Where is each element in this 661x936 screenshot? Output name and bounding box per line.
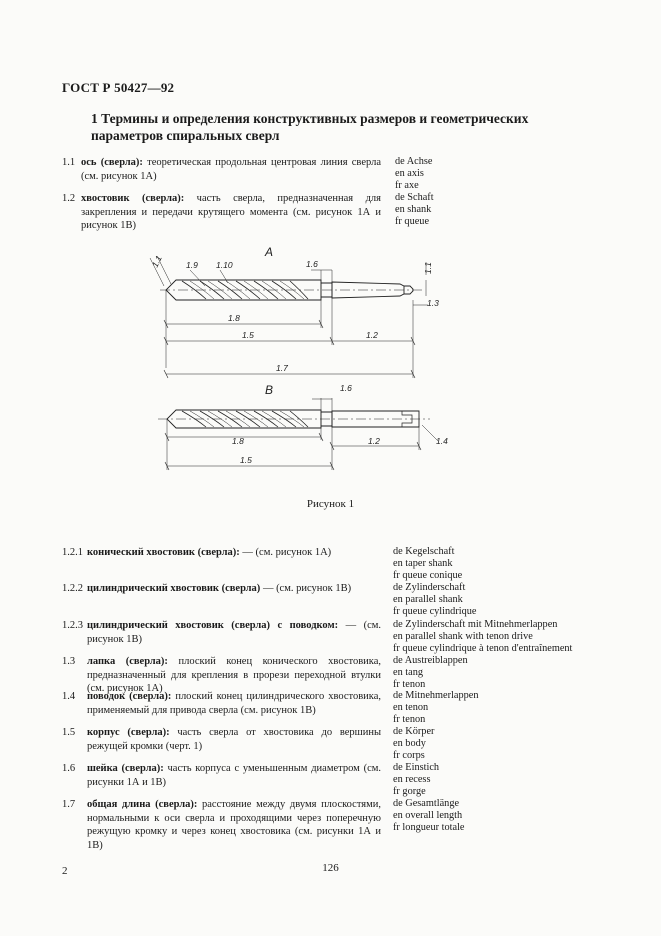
translation-en: en axis (395, 168, 424, 180)
term-name: конический хвостовик (сверла): (87, 547, 240, 558)
term-entry (87, 690, 381, 717)
term-name: шейка (сверла): (87, 763, 164, 774)
view-b-label: B (265, 383, 274, 397)
term-entry (87, 619, 381, 646)
translation-en: en shank (395, 204, 432, 216)
term-name: цилиндрический хвостовик (сверла) (87, 583, 261, 594)
standard-header: ГОСТ Р 50427—92 (62, 80, 175, 95)
term-number: 1.3 (62, 656, 76, 667)
label-1-5: 1.5 (242, 330, 254, 340)
translation-fr: fr queue (395, 216, 430, 228)
term-number: 1.6 (62, 763, 76, 774)
term-definition: часть корпуса с уменьшенным диаметром (см. рисунки 1А и 1В) (87, 763, 382, 788)
figure-caption: Рисунок 1 (306, 498, 355, 510)
term-definition: плоский конец цилиндрического хвостовика, применяемый для привода сверла (см. рисунок 1В) (87, 691, 382, 716)
term-definition: — (см. рисунок 1А) (242, 547, 332, 558)
label-1-4: 1.4 (436, 436, 448, 446)
translation-fr: fr axe (395, 180, 419, 192)
term-name: хвостовик (сверла): (81, 193, 185, 204)
term-definition: теоретическая продольная центровая линия сверла (см. рисунок 1А) (81, 157, 382, 182)
label-1-6: 1.6 (306, 259, 318, 269)
label-1-1: 1.1 (149, 253, 164, 269)
translation-de: de Achse (395, 156, 433, 167)
term-number: 1.5 (62, 727, 76, 738)
term-entry (87, 546, 381, 560)
term-translations: de Kegelschaft en taper shank fr queue conique (393, 546, 463, 582)
term-translations: de Gesamtlänge en overall length fr longueur totale (393, 798, 465, 834)
term-entry (87, 798, 381, 852)
term-translations: de Austreiblappen en tang fr tenon (393, 655, 468, 691)
term-translations: de Mitnehmerlappen en tenon fr tenon (393, 690, 479, 726)
term-entry (87, 582, 381, 596)
term-name: лапка (сверла): (87, 656, 168, 667)
label-1-7: 1.7 (276, 363, 288, 373)
term-number: 1.2.1 (62, 547, 83, 558)
term-definition: расстояние между двумя плоскостями, нормальными к оси сверла и проходящими через поперечную режущую кромку и через конец хвостовика (см. рисунки 1А и 1В) (87, 799, 382, 851)
label-1-9: 1.9 (186, 260, 198, 270)
term-definition: плоский конец конического хвостовика, предназначенный для крепления в прорези переходной втулки (см. рисунок 1А) (87, 656, 381, 694)
label-1-1-right: 1.1 (423, 262, 433, 274)
term-translations: de Einstich en recess fr gorge (393, 762, 440, 798)
label-1-6-b: 1.6 (340, 383, 352, 393)
term-definition: часть сверла, предназначенная для закрепления и передачи крутящего момента (см. рисунок 1А и рисунок 1В) (81, 193, 381, 231)
term-name: цилиндрический хвостовик (сверла) с поводком: (87, 620, 339, 631)
term-definition: часть сверла от хвостовика до вершины режущей кромки (черт. 1) (87, 727, 382, 752)
term-entry (87, 762, 381, 789)
term-name: корпус (сверла): (87, 727, 170, 738)
term-number: 1.2.2 (62, 583, 83, 594)
term-translations: de Körper en body fr corps (393, 726, 435, 762)
drill-a-body (166, 280, 321, 300)
term-name: общая длина (сверла): (87, 799, 198, 810)
term-definition: — (см. рисунок 1В) (262, 583, 352, 594)
label-1-5-b: 1.5 (240, 455, 252, 465)
page-number-left: 2 (62, 865, 68, 877)
label-1-10: 1.10 (216, 260, 233, 270)
term-number: 1.1 (62, 157, 76, 168)
term-number: 1.2 (62, 193, 76, 204)
term-number: 1.7 (62, 799, 76, 810)
term-entry (87, 726, 381, 753)
term-definition: — (см. рисунок 1В) (87, 620, 382, 645)
term-name: ось (сверла): (81, 157, 143, 168)
section-title: 1 Термины и определения конструктивных размеров и геометрических параметров спиральных сверл (91, 111, 529, 143)
label-1-3: 1.3 (427, 298, 439, 308)
label-1-2-b: 1.2 (368, 436, 380, 446)
term-translations: de Zylinderschaft mit Mitnehmerlappen en parallel shank with tenon drive fr queue cylindrique à tenon d'entraînement (393, 619, 573, 655)
term-number: 1.2.3 (62, 620, 83, 631)
term-name: поводок (сверла): (87, 691, 172, 702)
term-number: 1.4 (62, 691, 76, 702)
translation-de: de Schaft (395, 192, 434, 203)
label-1-2: 1.2 (366, 330, 378, 340)
term-translations: de Zylinderschaft en parallel shank fr queue cylindrique (393, 582, 477, 618)
view-a-label: A (265, 245, 274, 259)
page-number-center: 126 (322, 862, 339, 874)
label-1-8: 1.8 (228, 313, 240, 323)
label-1-8-b: 1.8 (232, 436, 244, 446)
